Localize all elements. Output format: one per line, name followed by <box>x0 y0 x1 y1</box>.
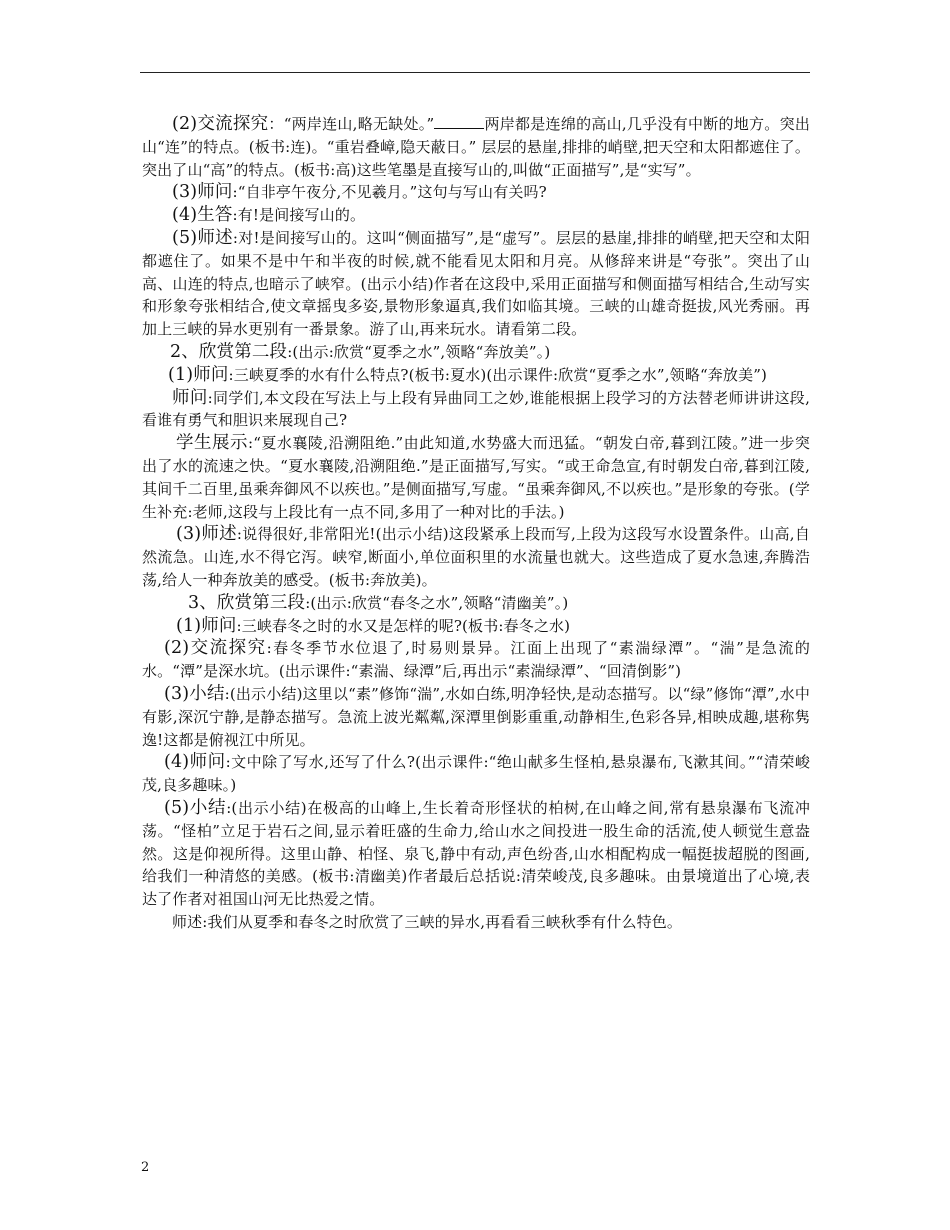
paragraph: (1)师问:三峡春冬之时的水又是怎样的呢?(板书:春冬之水) <box>176 615 571 636</box>
paragraph: (5)小结:(出示小结)在极高的山峰上,生长着奇形怪状的柏树,在山峰之间,常有悬泉瀑布飞流冲荡。“怪柏”立足于岩石之间,显示着旺盛的生命力,给山水之间投进一股生命的活流,使人顿觉生意盎然。这是仰视所得。这里山静、柏怪、泉飞,静中有动,声色纷沓,山水相配构成一幅挺拔超脱的图画,给我们一种清悠的美感。(板书:清幽美)作者最后总括说:清荣峻茂,良多趣味。由景境道出了心境,表达了作者对祖国山河无比热爱之情。 <box>142 797 810 909</box>
paragraph-heading: (3)小结 <box>164 683 225 704</box>
paragraph-heading: (5)师述 <box>172 227 233 248</box>
section-heading: 2、欣赏第二段 <box>170 341 288 362</box>
paragraph: 师述:我们从夏季和春冬之时欣赏了三峡的异水,再看看三峡秋季有什么特色。 <box>172 912 683 931</box>
paragraph: (3)师问:“自非亭午夜分,不见羲月。”这句与写山有关吗? <box>172 182 547 203</box>
paragraph: (2)交流探究：“两岸连山,略无缺处。” 两岸都是连绵的高山,几乎没有中断的地方。突出山“连”的特点。(板书:连)。“重岩叠嶂,隐天蔽日。” 层层的悬崖,排排的峭壁,把天空和太阳都遮住了。 突出了山“高”的特点。(板书:高)这些笔墨是直接写山的,叫做“正面描写”,是“实写”。 <box>142 114 810 179</box>
paragraph: 师问:同学们,本文段在写法上与上段有异曲同工之妙,谁能根据上段学习的方法替老师讲讲这段,看谁有勇气和胆识来展现自己? <box>142 387 810 430</box>
paragraph: 学生展示:“夏水襄陵,沿溯阻绝.”由此知道,水势盛大而迅猛。“朝发白帝,暮到江陵。”进一步突出了水的流速之快。“夏水襄陵,沿溯阻绝.”是正面描写,写实。“或王命急宣,有时朝发白帝,暮到江陵,其间千二百里,虽乘奔御风不以疾也。”是侧面描写,写虚。“虽乘奔御风,不以疾也。”是形象的夸张。(学生补充:老师,这段与上段比有一点不同,多用了一种对比的手法。) <box>142 433 810 521</box>
paragraph-heading: (4)师问 <box>164 752 226 773</box>
paragraph-heading: (2)交流探究 <box>172 114 269 134</box>
paragraph-heading: (3)师述 <box>176 524 237 545</box>
paragraph-heading: (4)生答 <box>172 205 233 226</box>
document-body <box>142 113 810 934</box>
paragraph-heading: (5)小结 <box>164 797 227 818</box>
paragraph: (4)生答:有!是间接写山的。 <box>172 205 366 226</box>
paragraph: (5)师述:对!是间接写山的。这叫“侧面描写”,是“虚写”。层层的悬崖,排排的峭壁,把天空和太阳都遮住了。如果不是中午和半夜的时候,就不能看见太阳和月亮。从修辞来讲是“夸张”。突出了山高、山连的特点,也暗示了峡窄。(出示小结)作者在这段中,采用正面描写和侧面描写相结合,生动写实和形象夸张相结合,使文章摇曳多姿,景物形象逼真,我们如临其境。三峡的山雄奇挺拔,风光秀丽。再加上三峡的异水更别有一番景象。游了山,再来玩水。请看第二段。 <box>142 227 811 339</box>
paragraph-heading: 师问 <box>172 387 208 408</box>
paragraph-heading: (1)师问 <box>168 364 229 385</box>
paragraph: (3)师述:说得很好,非常阳光!(出示小结)这段紧承上段而写,上段为这段写水设置条件。山高,自然流急。山连,水不得它泻。峡窄,断面小,单位面积里的水流量也就大。这些造成了夏水急速,奔腾浩荡,给人一种奔放美的感受。(板书:奔放美)。 <box>142 524 810 589</box>
paragraph: (4)师问:文中除了写水,还写了什么?(出示课件:“绝山献多生怪柏,悬泉瀑布,飞漱其间。”“清荣峻茂,良多趣味。) <box>142 752 810 795</box>
section-heading: 3、欣赏第三段 <box>188 592 306 613</box>
paragraph-heading: (2)交流探究 <box>164 638 267 659</box>
header-rule <box>140 72 810 73</box>
paragraph-heading: (1)师问 <box>176 615 237 636</box>
paragraph-heading: 学生展示 <box>176 433 248 454</box>
paragraph: 2、欣赏第二段:(出示:欣赏“夏季之水”,领略“奔放美”。) <box>170 341 551 362</box>
paragraph-heading: (3)师问 <box>172 182 233 203</box>
fill-blank-line <box>434 115 484 129</box>
paragraph: (1)师问:三峡夏季的水有什么特点?(板书:夏水)(出示课件:欣赏“夏季之水”,领略“奔放美”) <box>168 364 768 385</box>
paragraph: (2)交流探究:春冬季节水位退了,时易则景异。江面上出现了“素湍绿潭”。“湍”是急流的水。“潭”是深水坑。(出示课件:“素湍、绿潭”后,再出示“素湍绿潭”、“回清倒影”) <box>142 638 810 681</box>
page-number: 2 <box>141 1160 150 1175</box>
paragraph: (3)小结:(出示小结)这里以“素”修饰“湍”,水如白练,明净轻快,是动态描写。以“绿”修饰“潭”,水中有影,深沉宁静,是静态描写。急流上波光粼粼,深潭里倒影重重,动静相生,色彩各异,相映成趣,堪称隽逸!这都是俯视江中所见。 <box>142 683 810 749</box>
paragraph: 3、欣赏第三段:(出示:欣赏“春冬之水”,领略“清幽美”。) <box>188 592 569 613</box>
